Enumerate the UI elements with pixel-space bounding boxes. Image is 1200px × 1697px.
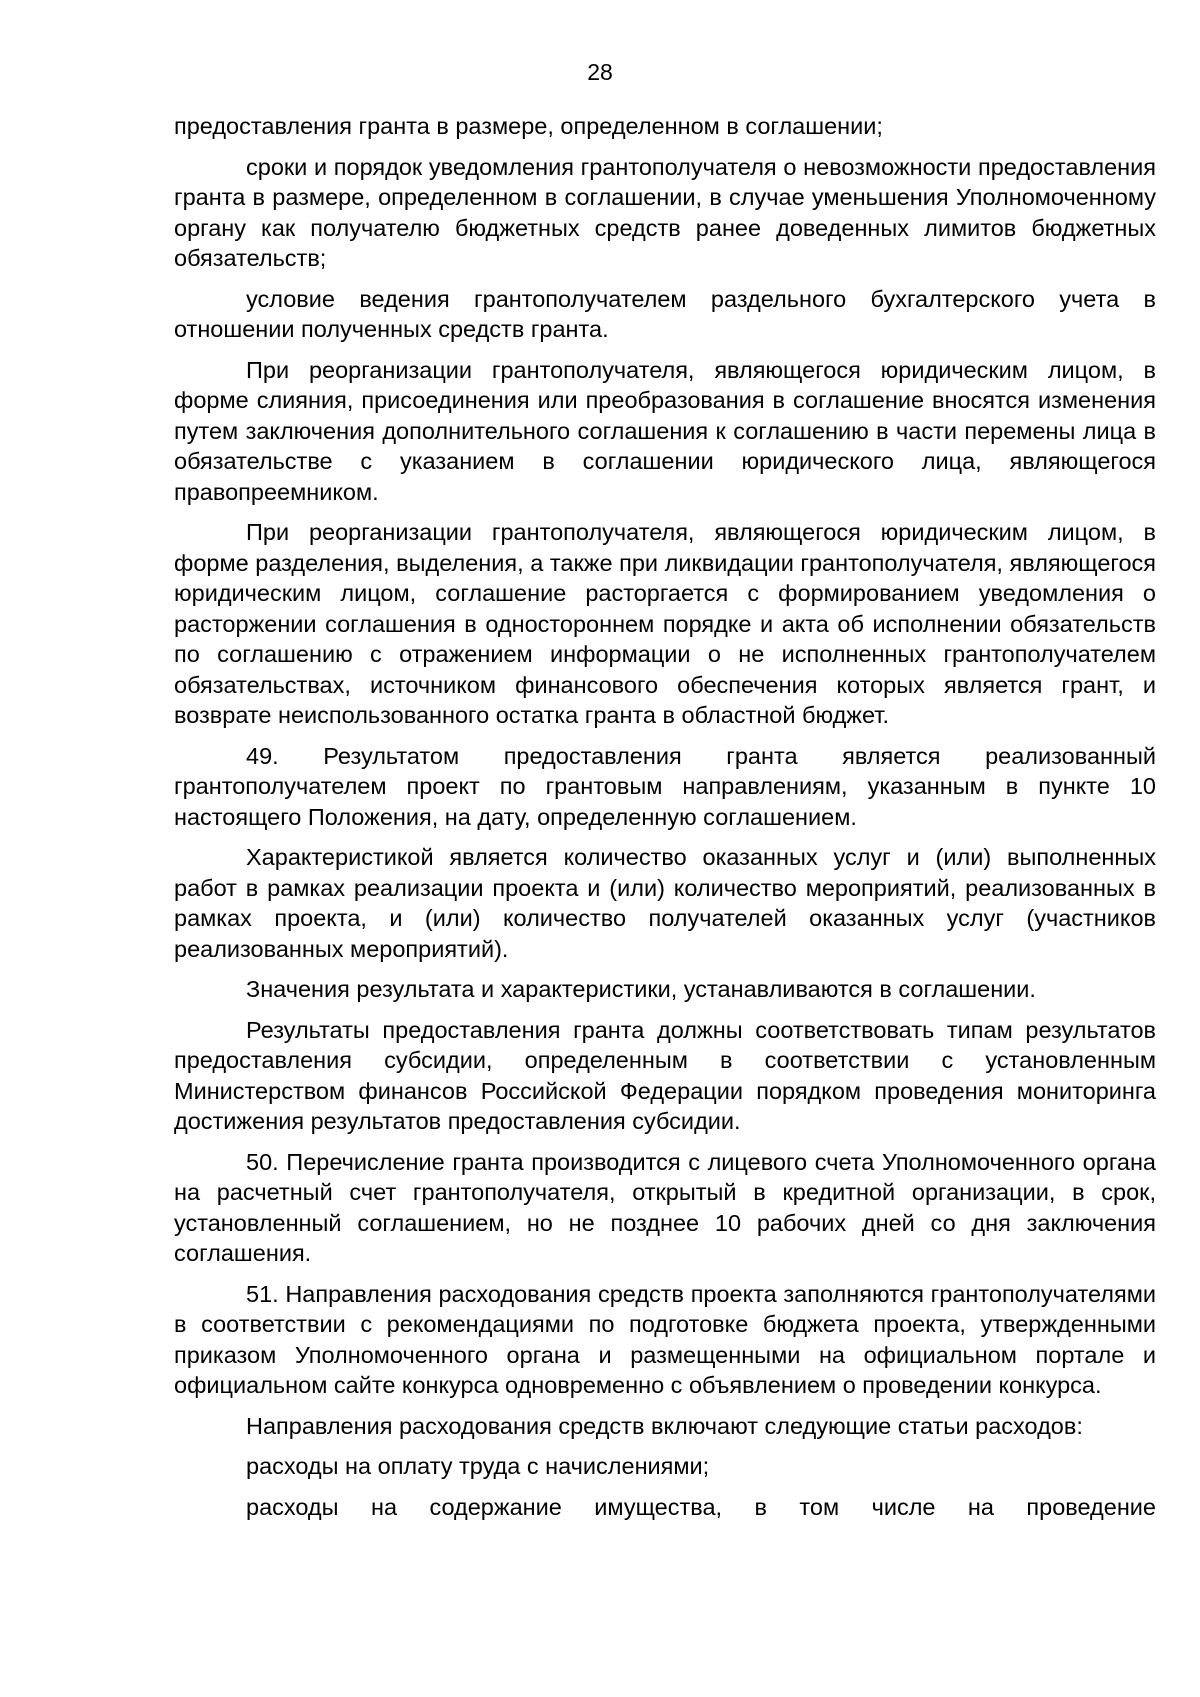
paragraph-characteristic: Характеристикой является количество оказанных услуг и (или) выполненных работ в рамках реализации проекта и (или) количество мероприятий, реализованных в рамках проекта, и (или) количество получателей оказанных услуг (участников реализованных мероприятий). <box>174 844 1156 962</box>
paragraph-reorganization-division: При реорганизации грантополучателя, являющегося юридическим лицом, в форме разделения, выделения, а также при ликвидации грантополучателя, являющегося юридическим лицом, соглашение расторгается с формированием уведомления о расторжении соглашения в одностороннем порядке и акта об исполнении обязательств по соглашению с отражением информации о не исполненных грантополучателем обязательствах, источником финансового обеспечения которых является грант, и возврате неиспользованного остатка гранта в областной бюджет. <box>174 519 1156 728</box>
paragraph-item-50: 50. Перечисление гранта производится с лицевого счета Уполномоченного органа на расчетный счет грантополучателя, открытый в кредитной организации, в срок, установленный соглашением, но не позднее 10 рабочих дней со дня заключения соглашения. <box>174 1148 1156 1266</box>
paragraph-expense-directions: Направления расходования средств включают следующие статьи расходов: <box>246 1412 1083 1439</box>
document-body <box>174 111 1156 1532</box>
paragraph-result-types: Результаты предоставления гранта должны соответствовать типам результатов предоставления субсидии, определенным в соответствии с установленным Министерством финансов Российской Федерации порядком проведения мониторинга достижения результатов предоставления субсидии. <box>174 1016 1156 1134</box>
paragraph-notification-terms: сроки и порядок уведомления грантополучателя о невозможности предоставления гранта в размере, определенном в соглашении, в случае уменьшения Уполномоченному органу как получателю бюджетных средств ранее доведенных лимитов бюджетных обязательств; <box>174 153 1156 271</box>
paragraph-item-49: 49. Результатом предоставления гранта является реализованный грантополучателем проект по грантовым направлениям, указанным в пункте 10 настоящего Положения, на дату, определенную соглашением. <box>174 742 1156 830</box>
paragraph-continuation: предоставления гранта в размере, определенном в соглашении; <box>174 113 883 139</box>
paragraph-property-costs: расходы на содержание имущества, в том числе на проведение <box>246 1493 1156 1520</box>
paragraph-reorganization-merger: При реорганизации грантополучателя, являющегося юридическим лицом, в форме слияния, присоединения или преобразования в соглашение вносятся изменения путем заключения дополнительного соглашения к соглашению в части перемены лица в обязательстве с указанием в соглашении юридического лица, являющегося правопреемником. <box>174 356 1156 505</box>
paragraph-labor-costs: расходы на оплату труда с начислениями; <box>246 1453 710 1479</box>
paragraph-accounting-condition: условие ведения грантополучателем раздельного бухгалтерского учета в отношении полученных средств гранта. <box>174 285 1156 342</box>
paragraph-item-51: 51. Направления расходования средств проекта заполняются грантополучателями в соответствии с рекомендациями по подготовке бюджета проекта, утвержденными приказом Уполномоченного органа и размещенными на официальном портале и официальном сайте конкурса одновременно с объявлением о проведении конкурса. <box>174 1280 1156 1398</box>
page-number: 28 <box>587 59 613 85</box>
paragraph-values: Значения результата и характеристики, устанавливаются в соглашении. <box>246 976 1036 1002</box>
